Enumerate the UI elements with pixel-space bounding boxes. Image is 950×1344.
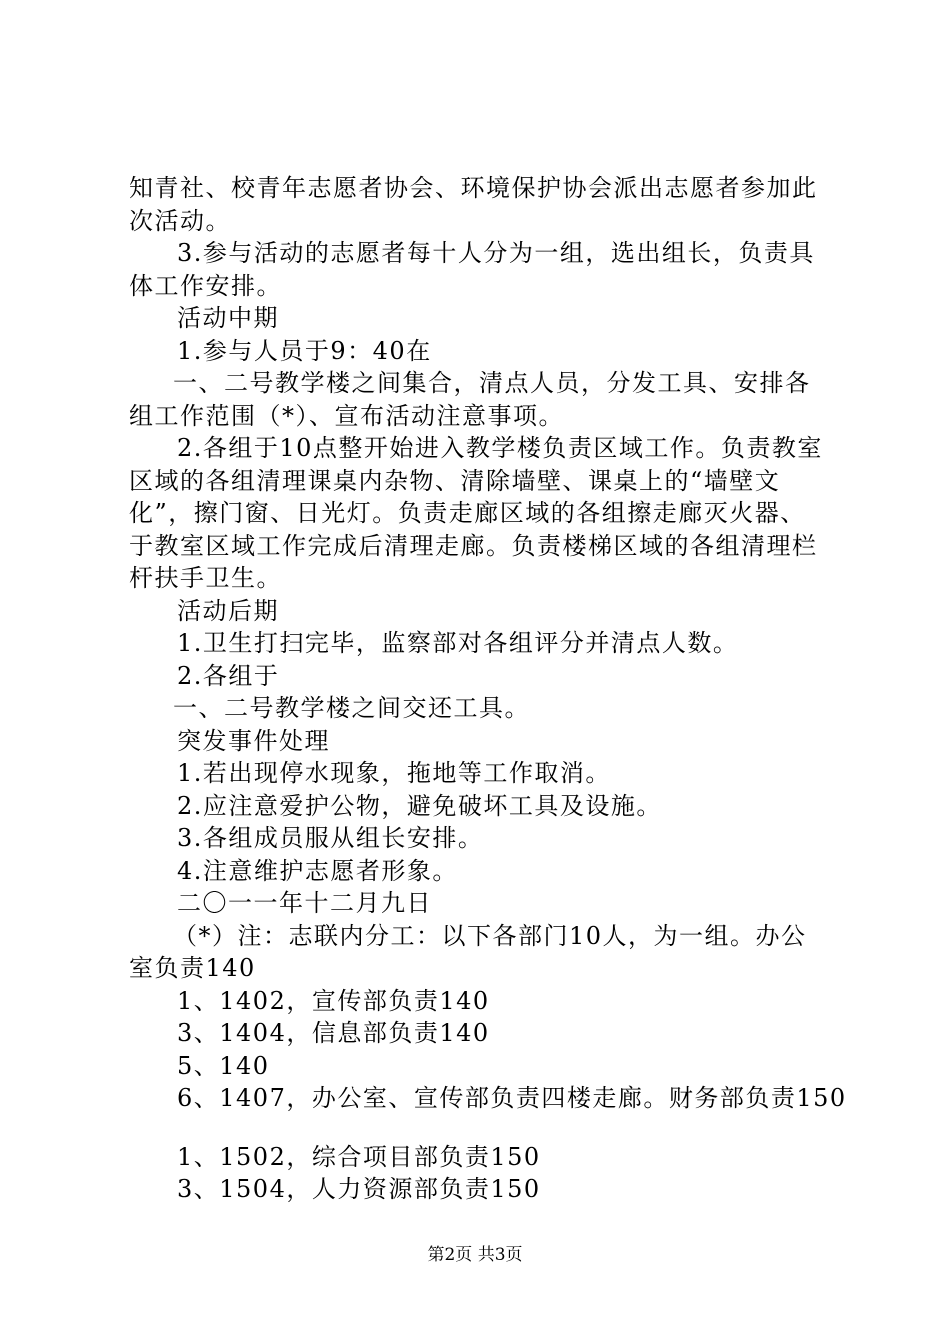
text-line: 3.各组成员服从组长安排。 (177, 824, 484, 852)
text-line: 3、1504，人力资源部负责150 (177, 1175, 541, 1203)
date-line: 二〇一一年十二月九日 (177, 889, 432, 917)
text-line: 体工作安排。 (129, 271, 282, 300)
text-line: 于教室区域工作完成后清理走廊。负责楼梯区域的各组清理栏 (129, 531, 818, 560)
text-line: 杆扶手卫生。 (129, 564, 282, 592)
text-line: 化”，擦门窗、日光灯。负责走廊区域的各组擦走廊灭火器、 (129, 499, 806, 527)
page-footer: 第2页 共3页 (427, 1245, 523, 1265)
text-line: 2.应注意爱护公物，避免破坏工具及设施。 (177, 791, 662, 820)
text-line: 一、二号教学楼之间集合，清点人员，分发工具、安排各 (173, 369, 811, 397)
section-heading: 活动后期 (177, 596, 279, 625)
text-line: 知青社、校青年志愿者协会、环境保护协会派出志愿者参加此 (129, 174, 818, 202)
text-line: 1.卫生打扫完毕，监察部对各组评分并清点人数。 (177, 629, 739, 657)
document-body (129, 172, 847, 1206)
text-line: 4.注意维护志愿者形象。 (177, 856, 458, 885)
section-heading: 活动中期 (177, 304, 279, 332)
text-line: 5、140 (177, 1051, 270, 1080)
text-line: 组工作范围（*）、宣布活动注意事项。 (129, 401, 564, 430)
text-line: 一、二号教学楼之间交还工具。 (173, 694, 530, 722)
text-line: 次活动。 (129, 206, 231, 235)
text-line: 1.若出现停水现象，拖地等工作取消。 (177, 759, 611, 787)
text-line: 2.各组于 (177, 661, 280, 690)
text-line: 室负责140 (129, 954, 256, 982)
text-line: 1.参与人员于9：40在 (177, 336, 432, 365)
text-line: 区域的各组清理课桌内杂物、清除墙壁、课桌上的“墙壁文 (129, 466, 781, 495)
text-line: 3.参与活动的志愿者每十人分为一组，选出组长，负责具 (177, 239, 815, 267)
text-line: 3、1404，信息部负责140 (177, 1019, 490, 1047)
text-line: （*）注：志联内分工：以下各部门10人，为一组。办公 (173, 921, 807, 950)
text-line: 1、1502，综合项目部负责150 (177, 1142, 541, 1171)
text-line: 6、1407，办公室、宣传部负责四楼走廊。财务部负责150 (177, 1084, 847, 1112)
text-line: 2.各组于10点整开始进入教学楼负责区域工作。负责教室 (177, 434, 823, 462)
text-line: 1、1402，宣传部负责140 (177, 986, 490, 1015)
blank-line (129, 1115, 835, 1141)
section-heading: 突发事件处理 (177, 726, 330, 755)
